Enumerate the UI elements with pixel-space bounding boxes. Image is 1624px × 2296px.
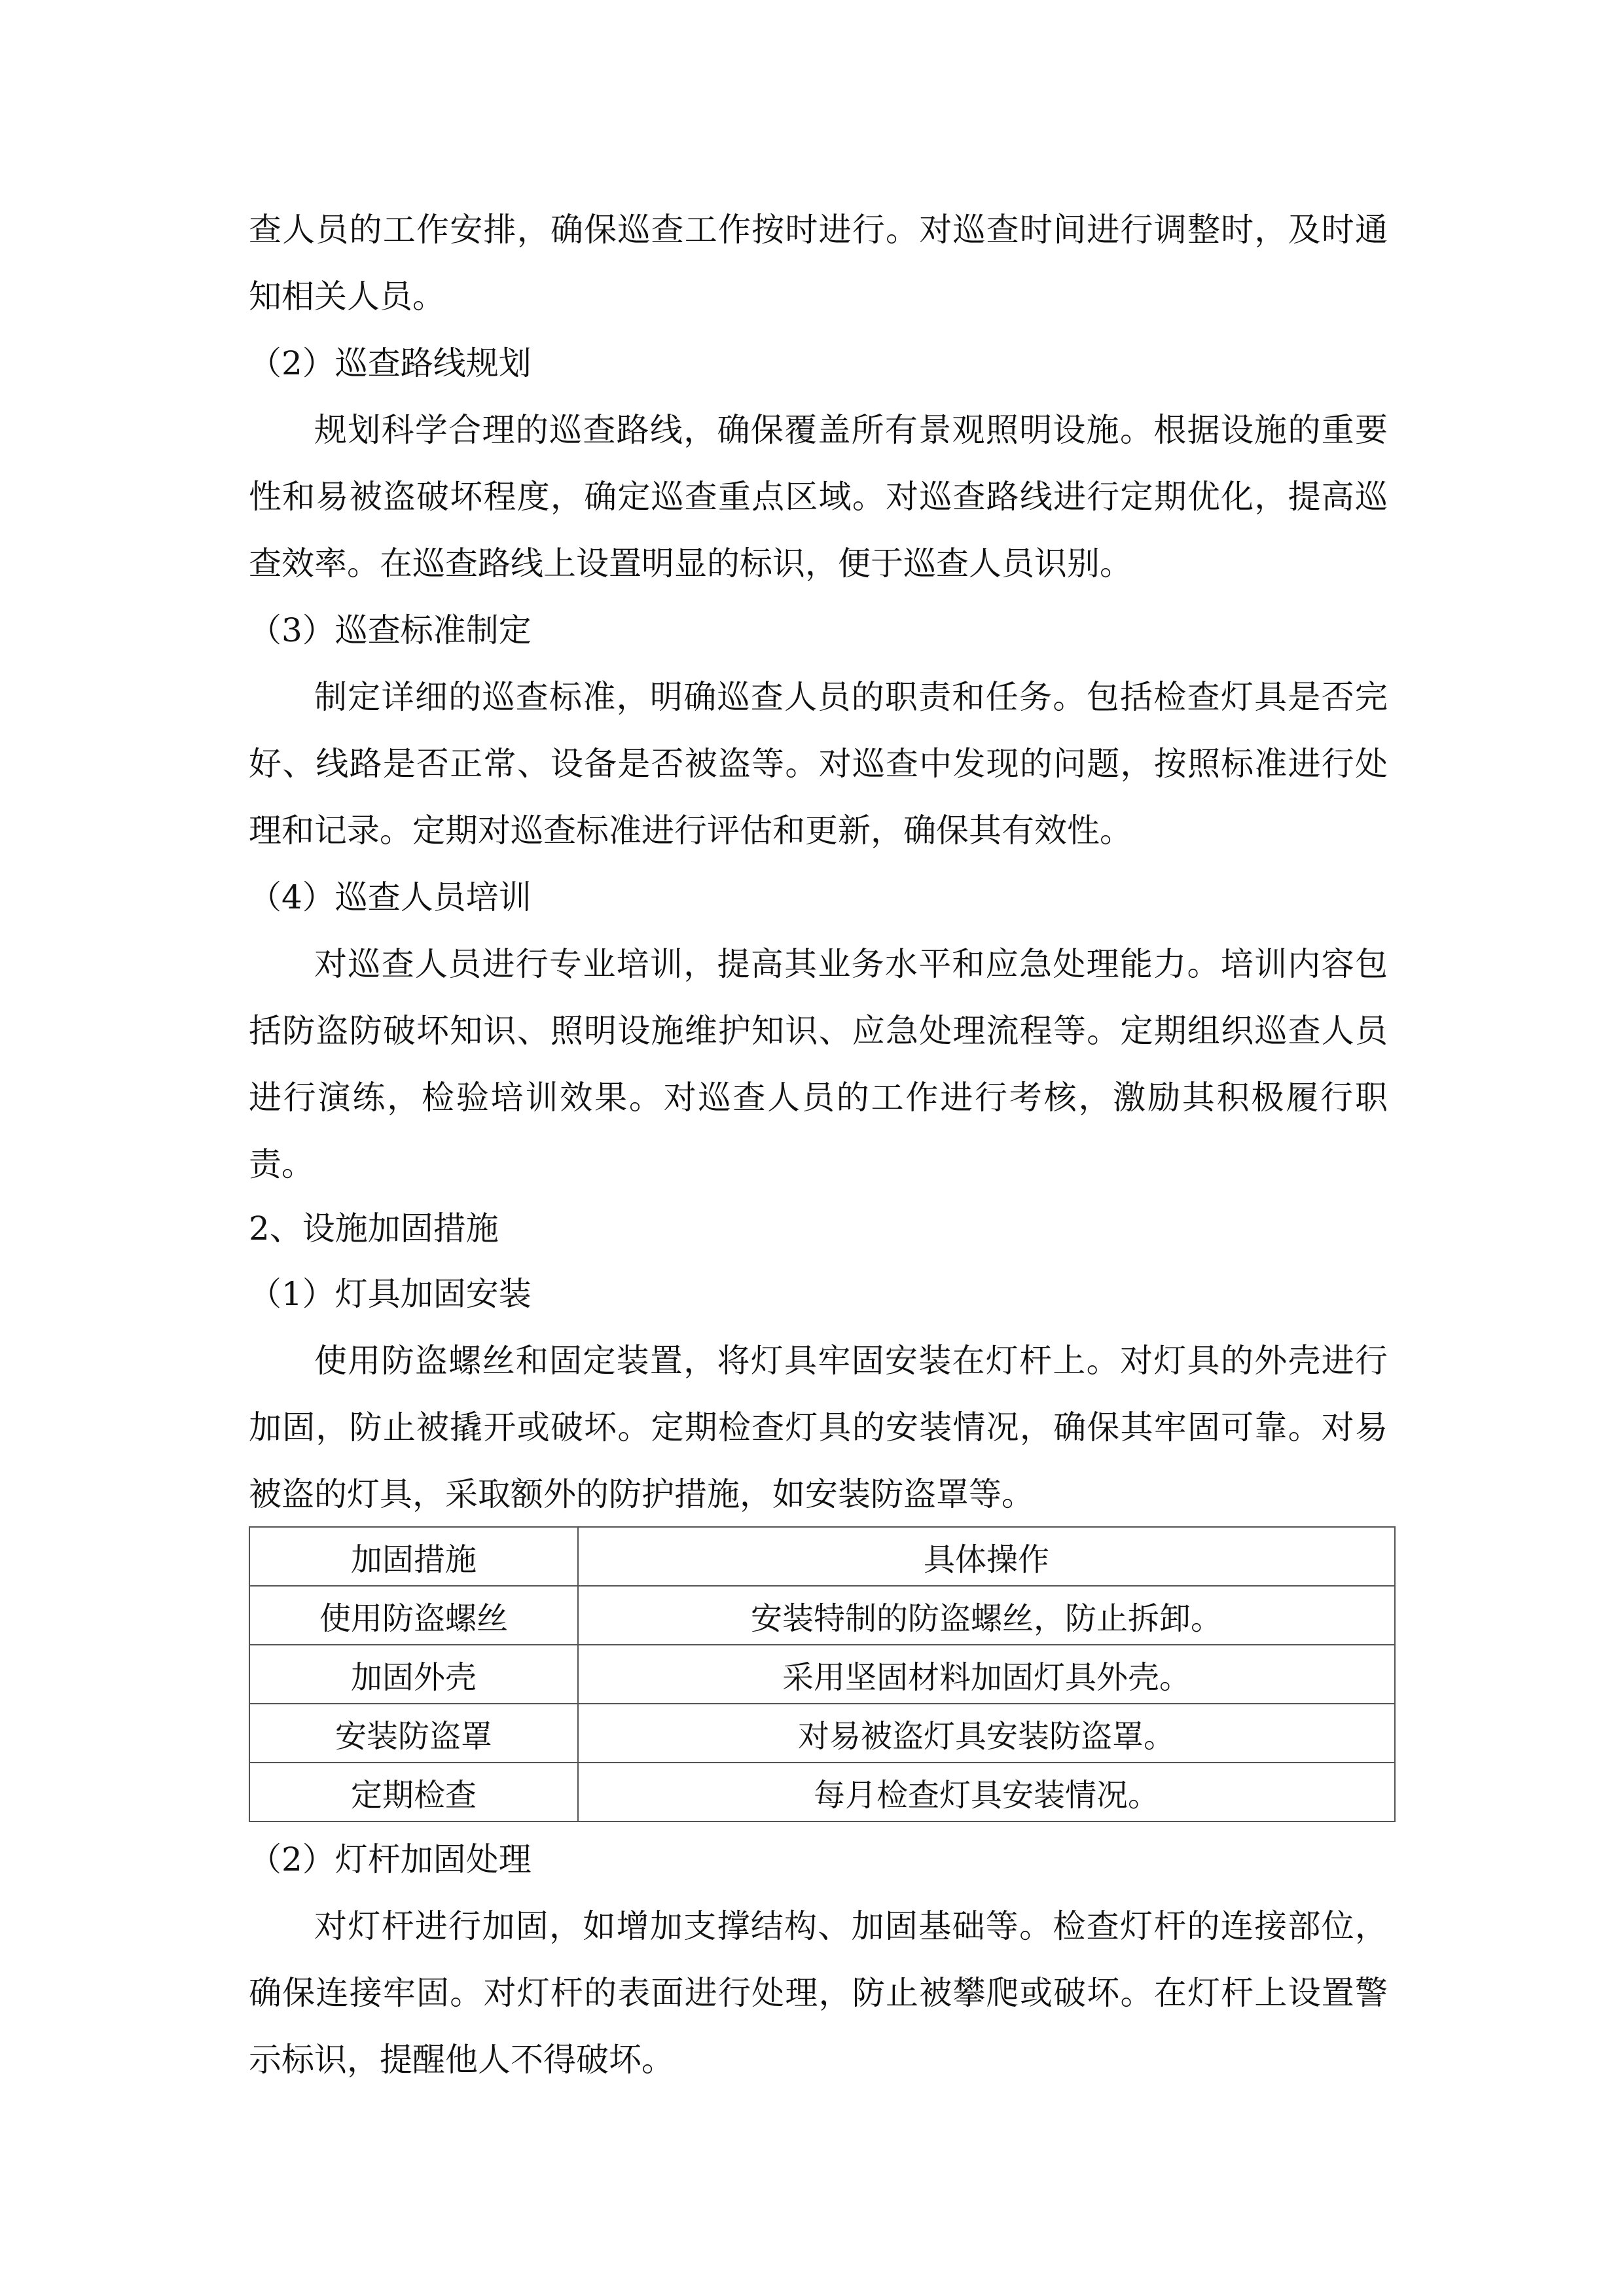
table-header-cell: 具体操作 xyxy=(578,1527,1395,1586)
sub1-title: （1）灯具加固安装 xyxy=(249,1275,532,1313)
table-row xyxy=(249,1586,1395,1645)
sub1-body: 使用防盗螺丝和固定装置，将灯具牢固安装在灯杆上。对灯具的外壳进行加固，防止被撬开或破坏。定期检查灯具的安装情况，确保其牢固可靠。对易被盗的灯具，采取额外的防护措施，如安装防盗罩等。 xyxy=(249,1342,1388,1513)
heading-2: 2、设施加固措施 xyxy=(249,1210,499,1247)
table-row xyxy=(249,1704,1395,1763)
table-cell: 每月检查灯具安装情况。 xyxy=(578,1763,1395,1821)
section-2-body: 规划科学合理的巡查路线，确保覆盖所有景观照明设施。根据设施的重要性和易被盗破坏程度，确定巡查重点区域。对巡查路线进行定期优化，提高巡查效率。在巡查路线上设置明显的标识，便于巡查人员识别。 xyxy=(249,411,1388,583)
table-header-cell: 加固措施 xyxy=(249,1527,578,1586)
table-cell: 定期检查 xyxy=(249,1763,578,1821)
reinforcement-table xyxy=(249,1526,1396,1822)
table-row xyxy=(249,1645,1395,1704)
section-3-body: 制定详细的巡查标准，明确巡查人员的职责和任务。包括检查灯具是否完好、线路是否正常、设备是否被盗等。对巡查中发现的问题，按照标准进行处理和记录。定期对巡查标准进行评估和更新，确保其有效性。 xyxy=(249,678,1388,850)
table-cell: 对易被盗灯具安装防盗罩。 xyxy=(578,1704,1395,1763)
sub2-title: （2）灯杆加固处理 xyxy=(249,1840,532,1878)
section-2-title: （2）巡查路线规划 xyxy=(249,344,532,382)
table-cell: 安装特制的防盗螺丝，防止拆卸。 xyxy=(578,1586,1395,1645)
section-4-body: 对巡查人员进行专业培训，提高其业务水平和应急处理能力。培训内容包括防盗防破坏知识、照明设施维护知识、应急处理流程等。定期组织巡查人员进行演练，检验培训效果。对巡查人员的工作进行考核，激励其积极履行职责。 xyxy=(249,945,1388,1183)
table-cell: 使用防盗螺丝 xyxy=(249,1586,578,1645)
table-header-row xyxy=(249,1527,1395,1586)
table-cell: 采用坚固材料加固灯具外壳。 xyxy=(578,1645,1395,1704)
table-row xyxy=(249,1763,1395,1821)
continued-paragraph: 查人员的工作安排，确保巡查工作按时进行。对巡查时间进行调整时，及时通知相关人员。 xyxy=(249,211,1388,315)
section-4-title: （4）巡查人员培训 xyxy=(249,878,532,916)
sub2-body: 对灯杆进行加固，如增加支撑结构、加固基础等。检查灯杆的连接部位，确保连接牢固。对灯杆的表面进行处理，防止被攀爬或破坏。在灯杆上设置警示标识，提醒他人不得破坏。 xyxy=(249,1907,1388,2079)
table-cell: 安装防盗罩 xyxy=(249,1704,578,1763)
table-cell: 加固外壳 xyxy=(249,1645,578,1704)
section-3-title: （3）巡查标准制定 xyxy=(249,611,532,649)
